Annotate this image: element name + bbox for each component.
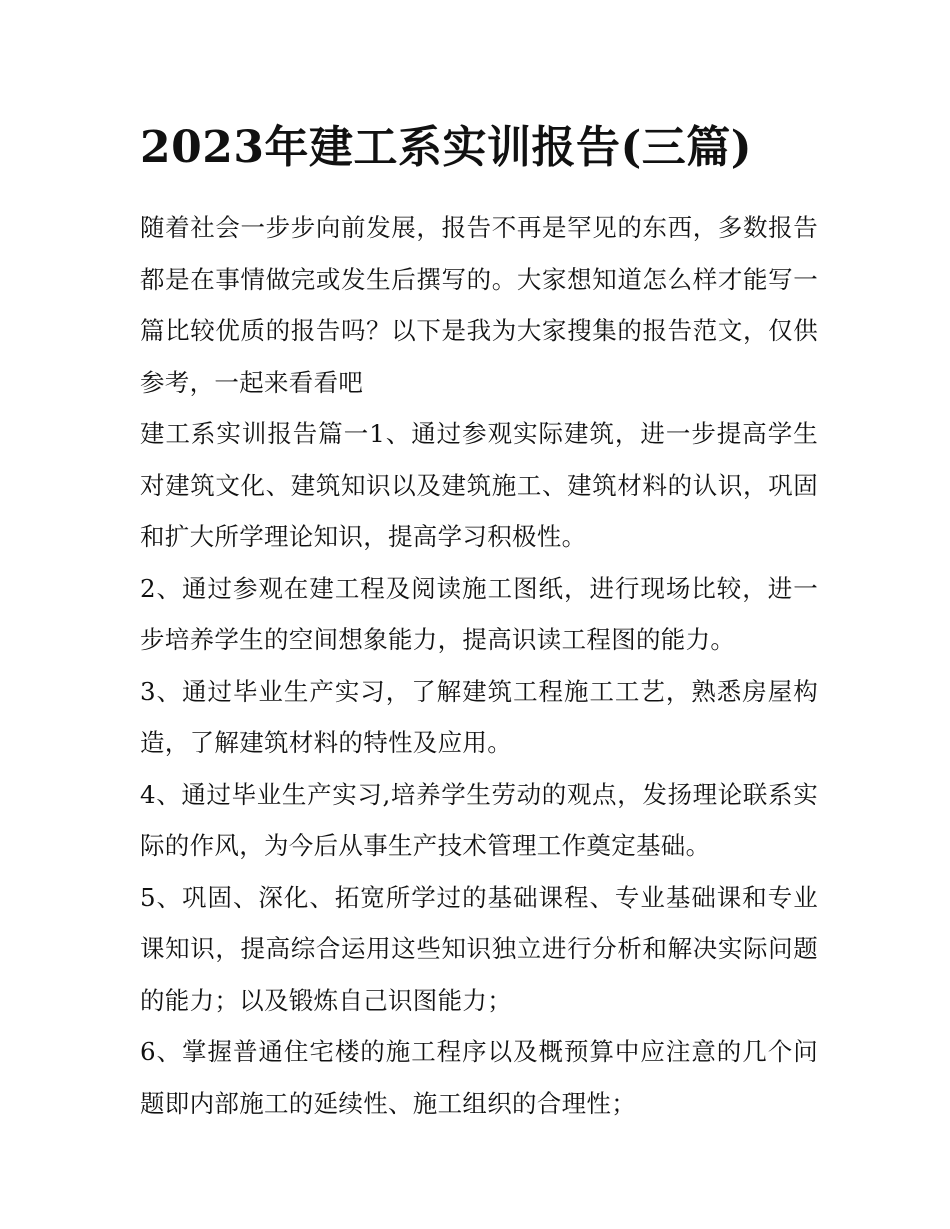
report-paragraph-6: 6、掌握普通住宅楼的施工程序以及概预算中应注意的几个问题即内部施工的延续性、施工组织的合理性； <box>140 1037 818 1118</box>
intro-paragraph: 随着社会一步步向前发展，报告不再是罕见的东西，多数报告都是在事情做完或发生后撰写的。大家想知道怎么样才能写一篇比较优质的报告吗？以下是我为大家搜集的报告范文，仅供参考，一起来看看吧 <box>140 213 818 397</box>
report-paragraph-5: 5、巩固、深化、拓宽所学过的基础课程、专业基础课和专业课知识，提高综合运用这些知识独立进行分析和解决实际问题的能力；以及锻炼自己识图能力； <box>140 882 818 1015</box>
report-paragraph-3: 3、通过毕业生产实习，了解建筑工程施工工艺，熟悉房屋构造，了解建筑材料的特性及应用。 <box>140 676 818 757</box>
report-paragraph-1: 建工系实训报告篇一1、通过参观实际建筑，进一步提高学生对建筑文化、建筑知识以及建筑施工、建筑材料的认识，巩固和扩大所学理论知识，提高学习积极性。 <box>140 419 818 551</box>
report-paragraph-2: 2、通过参观在建工程及阅读施工图纸，进行现场比较，进一步培养学生的空间想象能力，提高识读工程图的能力。 <box>140 573 818 654</box>
report-paragraph-4: 4、通过毕业生产实习,培养学生劳动的观点，发扬理论联系实际的作风，为今后从事生产技术管理工作奠定基础。 <box>140 779 818 860</box>
page-title: 2023年建工系实训报告(三篇) <box>140 122 753 173</box>
